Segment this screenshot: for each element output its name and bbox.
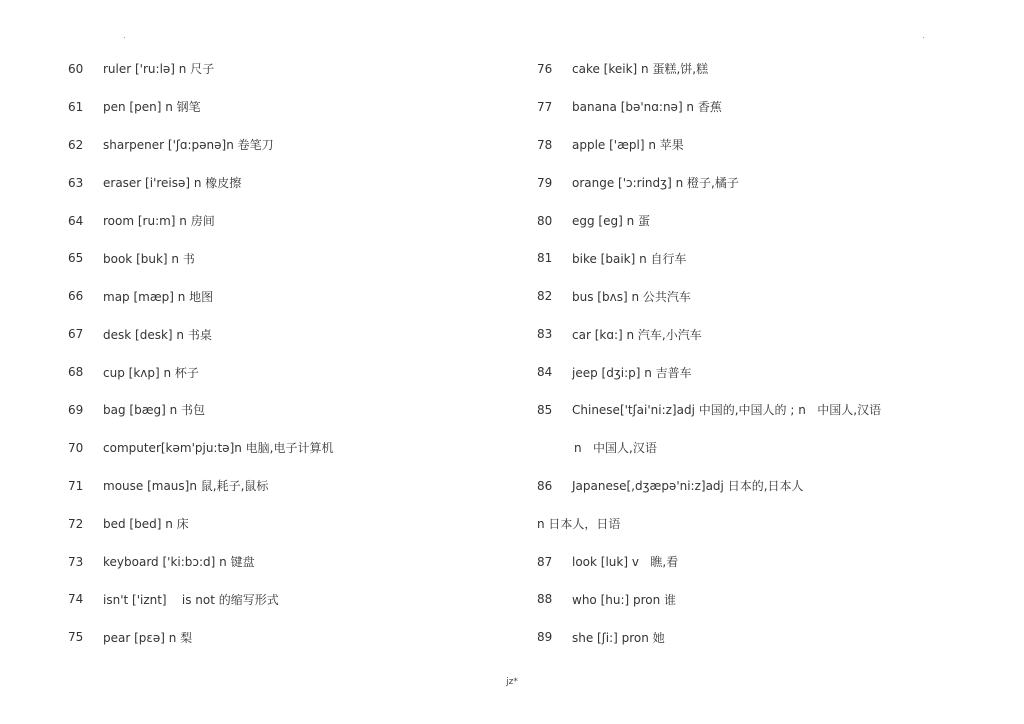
vocab-row xyxy=(68,88,508,126)
vocab-row xyxy=(68,126,508,164)
entry-number: 78 xyxy=(537,137,553,152)
vocab-row xyxy=(68,239,508,277)
entry-number: 71 xyxy=(68,478,84,493)
vocab-row-continuation xyxy=(537,429,997,467)
entry-text: who [hu:] pron 谁 xyxy=(572,592,677,607)
entry-number: 76 xyxy=(537,61,553,76)
vocab-row xyxy=(537,164,997,202)
entry-text: bus [bʌs] n 公共汽车 xyxy=(572,289,691,304)
vocab-column-right xyxy=(537,50,997,656)
entry-continuation-text: n 中国人,汉语 xyxy=(574,441,657,456)
entry-text: egg [eg] n 蛋 xyxy=(572,214,651,228)
entry-text: computer[kəm'pju:tə]n 电脑,电子计算机 xyxy=(103,441,334,456)
entry-text: map [mæp] n 地图 xyxy=(103,289,214,304)
vocab-row xyxy=(537,618,997,656)
vocab-row xyxy=(537,239,997,277)
entry-text: isn't ['iznt] is not 的缩写形式 xyxy=(103,592,279,607)
entry-text: Japanese[,dʒæpə'ni:z]adj 日本的,日本人 xyxy=(572,479,804,494)
entry-text: look [luk] v 瞧,看 xyxy=(572,555,679,570)
entry-text: bike [baik] n 自行车 xyxy=(572,251,687,266)
entry-text: pear [pεə] n 梨 xyxy=(103,630,193,645)
entry-number: 86 xyxy=(537,478,553,493)
entry-number: 64 xyxy=(68,213,84,228)
vocab-row xyxy=(68,467,508,505)
entry-number: 61 xyxy=(68,99,84,114)
entry-number: 80 xyxy=(537,213,553,228)
vocab-row xyxy=(68,50,508,88)
entry-text: keyboard ['ki:bɔ:d] n 键盘 xyxy=(103,555,255,570)
entry-text: car [kɑ:] n 汽车,小汽车 xyxy=(572,327,702,342)
vocab-row xyxy=(68,505,508,543)
entry-number: 82 xyxy=(537,289,553,304)
entry-number: 77 xyxy=(537,99,553,114)
vocab-row xyxy=(537,202,997,240)
entry-text: book [buk] n 书 xyxy=(103,251,195,266)
vocab-row-continuation xyxy=(537,505,997,543)
entry-number: 70 xyxy=(68,440,84,455)
entry-number: 67 xyxy=(68,327,84,342)
entry-text: desk [desk] n 书桌 xyxy=(103,327,212,342)
entry-number: 60 xyxy=(68,61,84,76)
entry-number: 63 xyxy=(68,175,84,190)
vocab-row xyxy=(68,315,508,353)
entry-text: eraser [i'reisə] n 橡皮擦 xyxy=(103,176,242,191)
entry-text: bag [bæg] n 书包 xyxy=(103,403,206,418)
entry-text: bed [bed] n 床 xyxy=(103,517,189,532)
page-mark-right xyxy=(923,37,924,38)
vocab-row xyxy=(68,277,508,315)
entry-text: Chinese['tʃai'ni:z]adj 中国的,中国人的 ; n 中国人,汉语 xyxy=(572,403,882,418)
entry-text: pen [pen] n 钢笔 xyxy=(103,100,201,115)
vocab-row xyxy=(537,277,997,315)
page-footer: jz* xyxy=(506,677,518,687)
vocab-row xyxy=(68,391,508,429)
entry-text: cup [kʌp] n 杯子 xyxy=(103,365,199,380)
vocab-row xyxy=(68,202,508,240)
entry-number: 81 xyxy=(537,251,553,266)
entry-number: 88 xyxy=(537,592,553,607)
vocab-row xyxy=(68,543,508,581)
entry-number: 79 xyxy=(537,175,553,190)
entry-number: 72 xyxy=(68,516,84,531)
entry-number: 84 xyxy=(537,365,553,380)
vocab-row xyxy=(537,543,997,581)
vocab-row xyxy=(537,50,997,88)
entry-text: sharpener ['ʃɑ:pənə]n 卷笔刀 xyxy=(103,138,274,153)
entry-text: room [ru:m] n 房间 xyxy=(103,214,215,228)
entry-number: 83 xyxy=(537,327,553,342)
vocab-row xyxy=(68,353,508,391)
entry-text: orange ['ɔ:rindʒ] n 橙子,橘子 xyxy=(572,176,739,191)
entry-number: 65 xyxy=(68,251,84,266)
entry-text: ruler ['ru:lə] n 尺子 xyxy=(103,62,215,77)
entry-number: 89 xyxy=(537,630,553,645)
vocab-column-left xyxy=(68,50,508,656)
vocab-row xyxy=(68,618,508,656)
entry-number: 62 xyxy=(68,137,84,152)
vocab-row xyxy=(537,391,997,429)
vocab-row xyxy=(68,580,508,618)
page-mark-left xyxy=(124,37,125,38)
vocab-row xyxy=(537,315,997,353)
entry-number: 87 xyxy=(537,554,553,569)
entry-number: 69 xyxy=(68,402,84,417)
entry-number: 73 xyxy=(68,554,84,569)
vocab-row xyxy=(68,164,508,202)
entry-text: she [ʃi:] pron 她 xyxy=(572,630,665,645)
vocab-row xyxy=(537,88,997,126)
entry-number: 68 xyxy=(68,365,84,380)
entry-text: jeep [dʒi:p] n 吉普车 xyxy=(572,365,692,380)
vocab-row xyxy=(68,429,508,467)
entry-text: mouse [maus]n 鼠,耗子,鼠标 xyxy=(103,479,269,494)
vocab-row xyxy=(537,467,997,505)
entry-number: 74 xyxy=(68,592,84,607)
entry-text: cake [keik] n 蛋糕,饼,糕 xyxy=(572,62,709,77)
entry-number: 66 xyxy=(68,289,84,304)
entry-number: 85 xyxy=(537,402,553,417)
vocab-row xyxy=(537,126,997,164)
entry-continuation-text: n 日本人，日语 xyxy=(537,517,621,532)
entry-text: banana [bə'nɑ:nə] n 香蕉 xyxy=(572,100,722,115)
entry-text: apple ['æpl] n 苹果 xyxy=(572,138,684,153)
entry-number: 75 xyxy=(68,630,84,645)
vocab-row xyxy=(537,580,997,618)
vocab-row xyxy=(537,353,997,391)
